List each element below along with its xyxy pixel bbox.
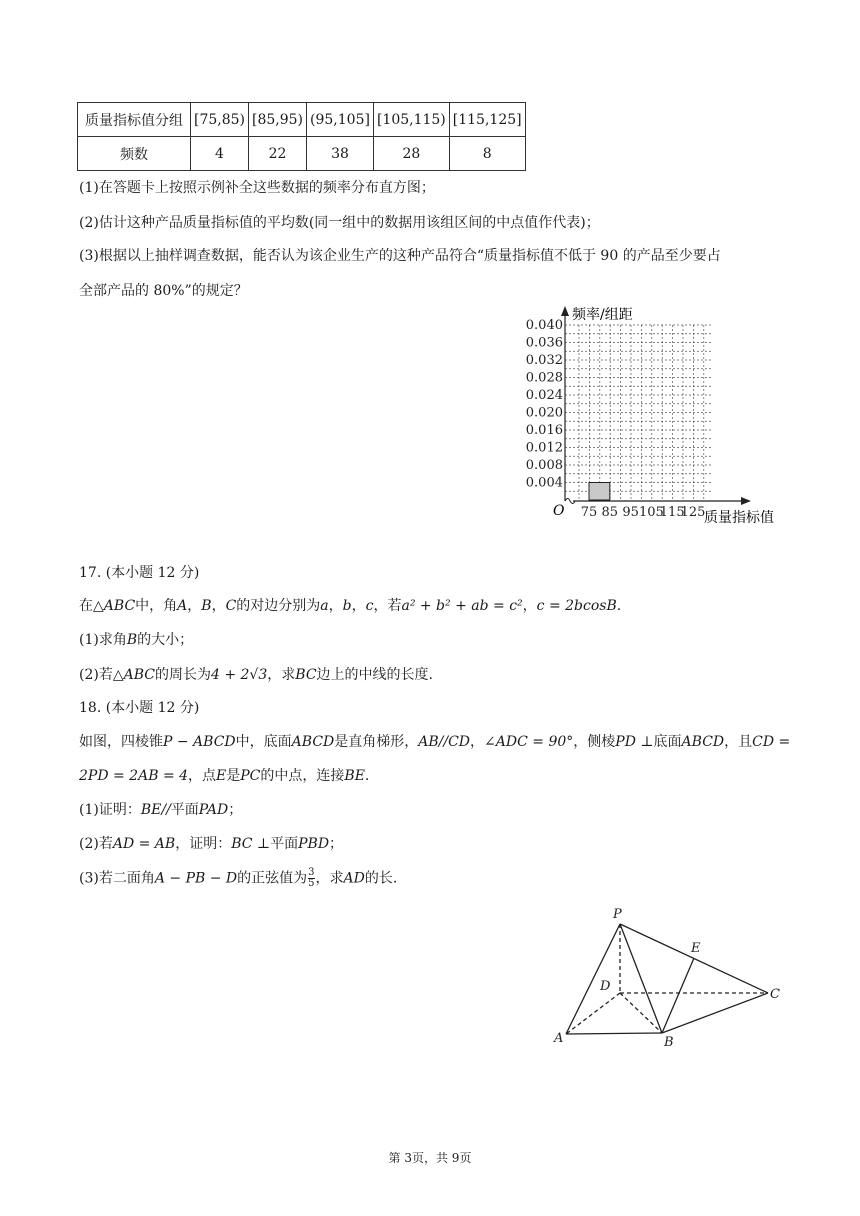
edge-AD — [566, 993, 620, 1034]
edge-AB — [566, 1033, 662, 1034]
table-count-cell: 22 — [249, 137, 307, 171]
frequency-table — [77, 102, 526, 171]
y-tick-label: 0.032 — [525, 353, 563, 368]
vertex-label-P: P — [613, 907, 622, 922]
chart-origin-label: O — [553, 503, 565, 519]
pyramid-figure — [548, 900, 793, 1055]
table-count-cell: 8 — [449, 137, 525, 171]
vertex-label-A: A — [554, 1031, 564, 1046]
x-tick-label: 105 — [638, 505, 664, 520]
x-tick-label: 75 — [580, 505, 598, 520]
x-tick-label: 125 — [680, 505, 706, 520]
y-tick-label: 0.012 — [525, 440, 563, 456]
table-count-cell: 38 — [307, 137, 374, 171]
y-tick-label: 0.028 — [525, 370, 563, 386]
table-row — [78, 137, 526, 171]
chart-y-ticks — [526, 318, 563, 491]
y-tick-label: 0.008 — [525, 458, 563, 473]
table-group-cell: [85,95) — [249, 103, 307, 137]
edge-BC — [662, 993, 768, 1033]
y-tick-label: 0.016 — [525, 423, 563, 438]
q16-part1: (1)在答题卡上按照示例补全这些数据的频率分布直方图； — [79, 180, 435, 196]
fraction: $\frac{3}{5}$ — [308, 867, 315, 889]
histogram-chart — [515, 300, 795, 530]
q18-part2: (2)若AD = AB，证明：BC ⊥平面PBD； — [79, 836, 344, 852]
table-freq-label: 频数 — [78, 137, 191, 171]
table-group-cell: [115,125] — [449, 103, 525, 137]
q16-part3-line2: 全部产品的 80%”的规定？ — [79, 283, 248, 299]
page-footer: 第 3页，共 9页 — [388, 1151, 472, 1165]
edge-PA — [566, 924, 620, 1034]
q17-part2: (2)若△ABC的周长为4 + 2√3，求BC边上的中线的长度. — [79, 667, 433, 683]
histogram-bar — [589, 483, 610, 501]
chart-y-label: 频率/组距 — [572, 307, 633, 323]
q16-part2: (2)估计这种产品质量指标值的平均数(同一组中的数据用该组区间的中点值作代表)； — [79, 215, 600, 231]
x-tick-label: 85 — [601, 505, 619, 520]
q18-statement-line2: 2PD = 2AB = 4，点E是PC的中点，连接BE. — [79, 768, 370, 784]
q17-title: 17. (本小题 12 分) — [79, 565, 200, 581]
table-count-cell: 28 — [373, 137, 449, 171]
vertex-label-B: B — [664, 1035, 674, 1050]
table-row — [78, 103, 526, 137]
q18-part3: (3)若二面角A − PB − D的正弦值为 $\frac{3}{5}$ ，求AD的长. — [79, 867, 398, 889]
q18-title: 18. (本小题 12 分) — [79, 700, 200, 716]
table-group-cell: [75,85) — [191, 103, 249, 137]
q17-part1: (1)求角B的大小； — [79, 632, 194, 648]
y-tick-label: 0.020 — [525, 405, 563, 421]
y-tick-label: 0.004 — [525, 475, 563, 491]
table-group-cell: [105,115) — [373, 103, 449, 137]
table-group-cell: (95,105] — [307, 103, 374, 137]
x-axis-arrow — [741, 497, 751, 505]
y-tick-label: 0.024 — [525, 388, 563, 403]
x-tick-label: 95 — [622, 505, 639, 520]
chart-x-label: 质量指标值 — [704, 510, 774, 526]
q18-statement-line1: 如图，四棱锥P − ABCD中，底面ABCD是直角梯形，AB//CD，∠ADC = 90°，侧棱PD ⊥底面ABCD，且CD = — [79, 734, 791, 750]
edge-DB — [620, 993, 662, 1033]
vertex-label-D: D — [600, 979, 611, 994]
chart-bars — [589, 483, 610, 501]
q16-part3-line1: (3)根据以上抽样调查数据，能否认为该企业生产的这种产品符合“质量指标值不低于 90 的产品至少要占 — [79, 248, 721, 264]
y-tick-label: 0.036 — [525, 335, 563, 351]
x-tick-label: 115 — [659, 505, 685, 520]
table-count-cell: 4 — [191, 137, 249, 171]
vertex-label-E: E — [691, 941, 701, 956]
edge-BE — [662, 958, 694, 1033]
y-tick-label: 0.040 — [525, 318, 563, 333]
y-axis-arrow — [561, 306, 569, 316]
chart-x-ticks — [581, 505, 706, 520]
chart-grid — [565, 325, 711, 500]
table-header-label: 质量指标值分组 — [78, 103, 191, 137]
q17-statement: 在△ABC中，角A，B，C的对边分别为a，b，c，若a² + b² + ab = c²，c = 2bcosB. — [79, 598, 622, 614]
q18-part1: (1)证明：BE//平面PAD； — [79, 802, 243, 818]
vertex-label-C: C — [770, 987, 780, 1002]
